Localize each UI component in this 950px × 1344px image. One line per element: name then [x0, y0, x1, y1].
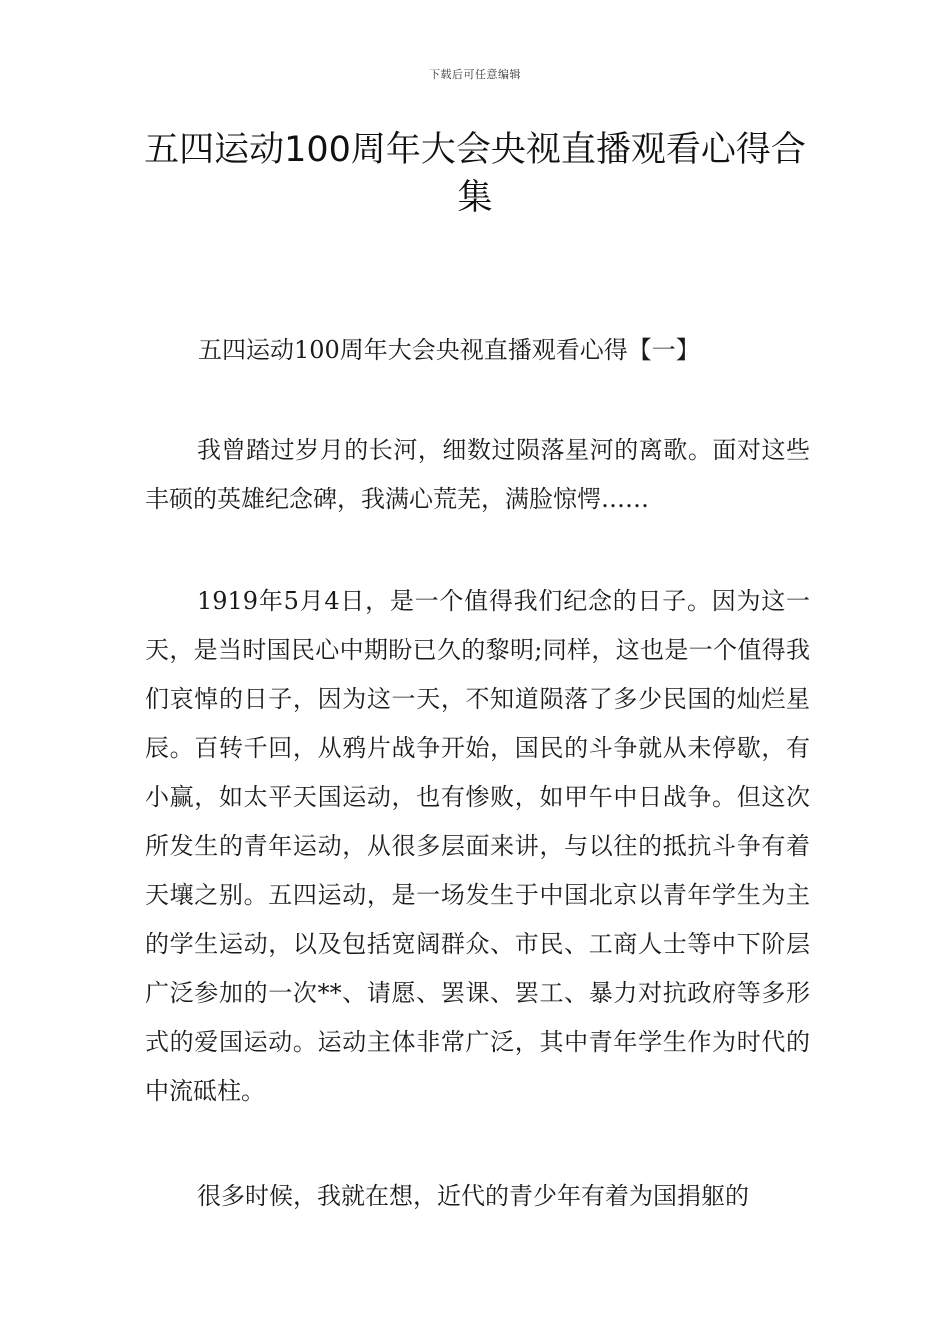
paragraph-3: 很多时候，我就在想，近代的青少年有着为国捐躯的 — [197, 1182, 749, 1210]
download-note: 下载后可任意编辑 — [429, 68, 521, 81]
paragraph-2: 1919年5月4日，是一个值得我们纪念的日子。因为这一天，是当时国民心中期盼已久的黎明;同样，这也是一个值得我们哀悼的日子，因为这一天，不知道陨落了多少民国的灿烂星辰。百转千回，从鸦片战争开始，国民的斗争就从未停歇，有小赢，如太平天国运动，也有惨败，如甲午中日战争。但这次所发生的青年运动，从很多层面来讲，与以往的抵抗斗争有着天壤之别。五四运动，是一场发生于中国北京以青年学生为主的学生运动，以及包括宽阔群众、市民、工商人士等中下阶层广泛参加的一次**、请愿、罢课、罢工、暴力对抗政府等多形式的爱国运动。运动主体非常广泛，其中青年学生作为时代的中流砥柱。 — [145, 587, 810, 1105]
document-title: 五四运动100周年大会央视直播观看心得合集 — [144, 130, 806, 218]
paragraph-1: 我曾踏过岁月的长河，细数过陨落星河的离歌。面对这些丰硕的英雄纪念碑，我满心荒芜，满脸惊愕…… — [145, 436, 810, 513]
section-heading: 五四运动100周年大会央视直播观看心得【一】 — [198, 336, 700, 364]
